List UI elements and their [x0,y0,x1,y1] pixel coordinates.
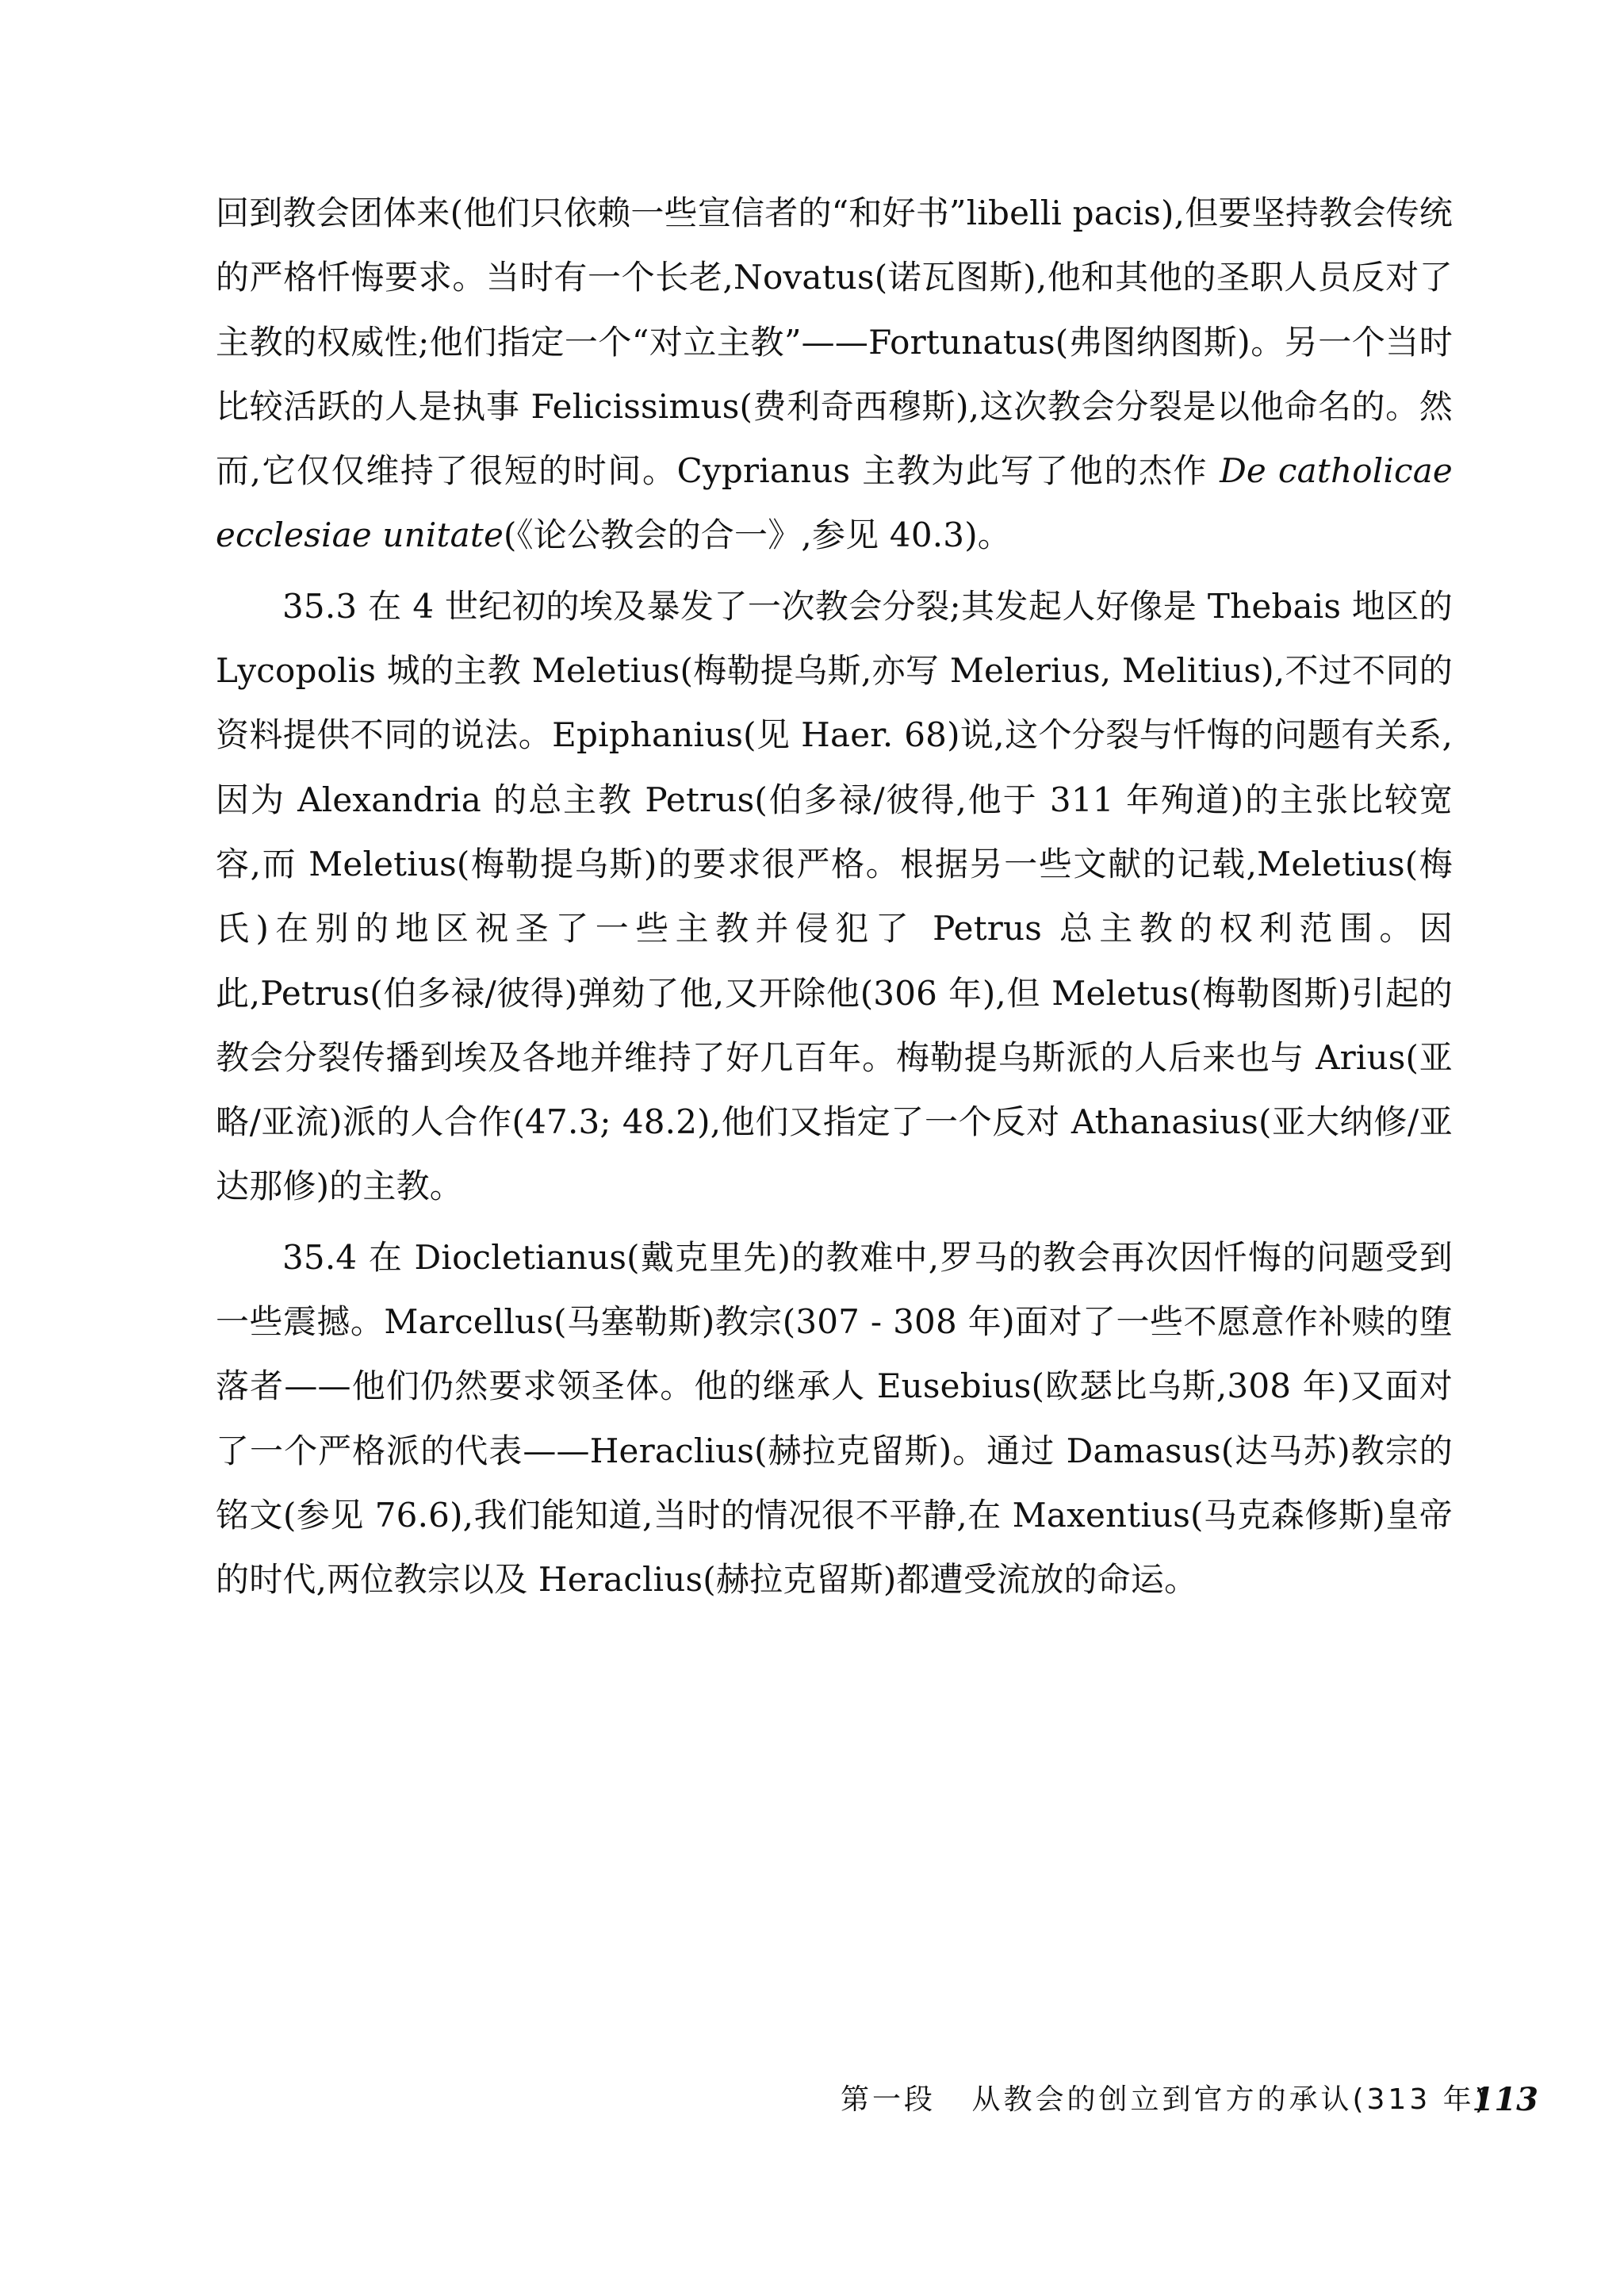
paragraph-continued [216,181,1453,568]
body-text [216,181,1453,1619]
paragraph-35-4: 35.4 在 Diocletianus(戴克里先)的教难中,罗马的教会再次因忏悔的问题受到一些震撼。Marcellus(马塞勒斯)教宗(307 - 308 年)面对了一些不愿意作补赎的堕落者——他们仍然要求领圣体。他的继承人 Eusebius(欧瑟比乌斯,308 年)又面对了一个严格派的代表——Heraclius(赫拉克留斯)。通过 Damasus(达马苏)教宗的铭文(参见 76.6),我们能知道,当时的情况很不平静,在 Maxentius(马克森修斯)皇帝的时代,两位教宗以及 Heraclius(赫拉克留斯)都遭受流放的命运。 [216,1237,1453,1600]
paragraph-35-3: 35.3 在 4 世纪初的埃及暴发了一次教会分裂;其发起人好像是 Thebais 地区的 Lycopolis 城的主教 Meletius(梅勒提乌斯,亦写 Melerius, Melitius),不过不同的资料提供不同的说法。Epiphanius(见 Haer. 68)说,这个分裂与忏悔的问题有关系,因为 Alexandria 的总主教 Petrus(伯多禄/彼得,他于 311 年殉道)的主张比较宽容,而 Meletius(梅勒提乌斯)的要求很严格。根据另一些文献的记载,Meletius(梅氏)在别的地区祝圣了一些主教并侵犯了 Petrus 总主教的权利范围。因此,Petrus(伯多禄/彼得)弹劾了他,又开除他(306 年),但 Meletus(梅勒图斯)引起的教会分裂传播到埃及各地并维持了好几百年。梅勒提乌斯派的人后来也与 Arius(亚略/亚流)派的人合作(47.3; 48.2),他们又指定了一个反对 Athanasius(亚大纳修/亚达那修)的主教。 [216,586,1453,1206]
latin-book-title: De catholicae ecclesiae unitate [216,451,1453,555]
page-number: 113 [1472,2081,1538,2118]
paragraph-text: 回到教会团体来(他们只依赖一些宣信者的“和好书”libelli pacis),但要坚持教会传统的严格忏悔要求。当时有一个长老,Novatus(诺瓦图斯),他和其他的圣职人员反对了主教的权威性;他们指定一个“对立主教”——Fortunatus(弗图纳图斯)。另一个当时比较活跃的人是执事 Felicissimus(费利奇西穆斯),这次教会分裂是以他命名的。然而,它仅仅维持了很短的时间。Cyprianus 主教为此写了他的杰作 [216,194,1453,491]
footer-section-label: 第一段 [841,2083,936,2116]
footer-running-title: 从教会的创立到官方的承认(313 年) [971,2083,1489,2116]
paragraph-text: (《论公教会的合一》,参见 40.3)。 [504,515,1012,555]
page-footer [841,2076,1538,2124]
